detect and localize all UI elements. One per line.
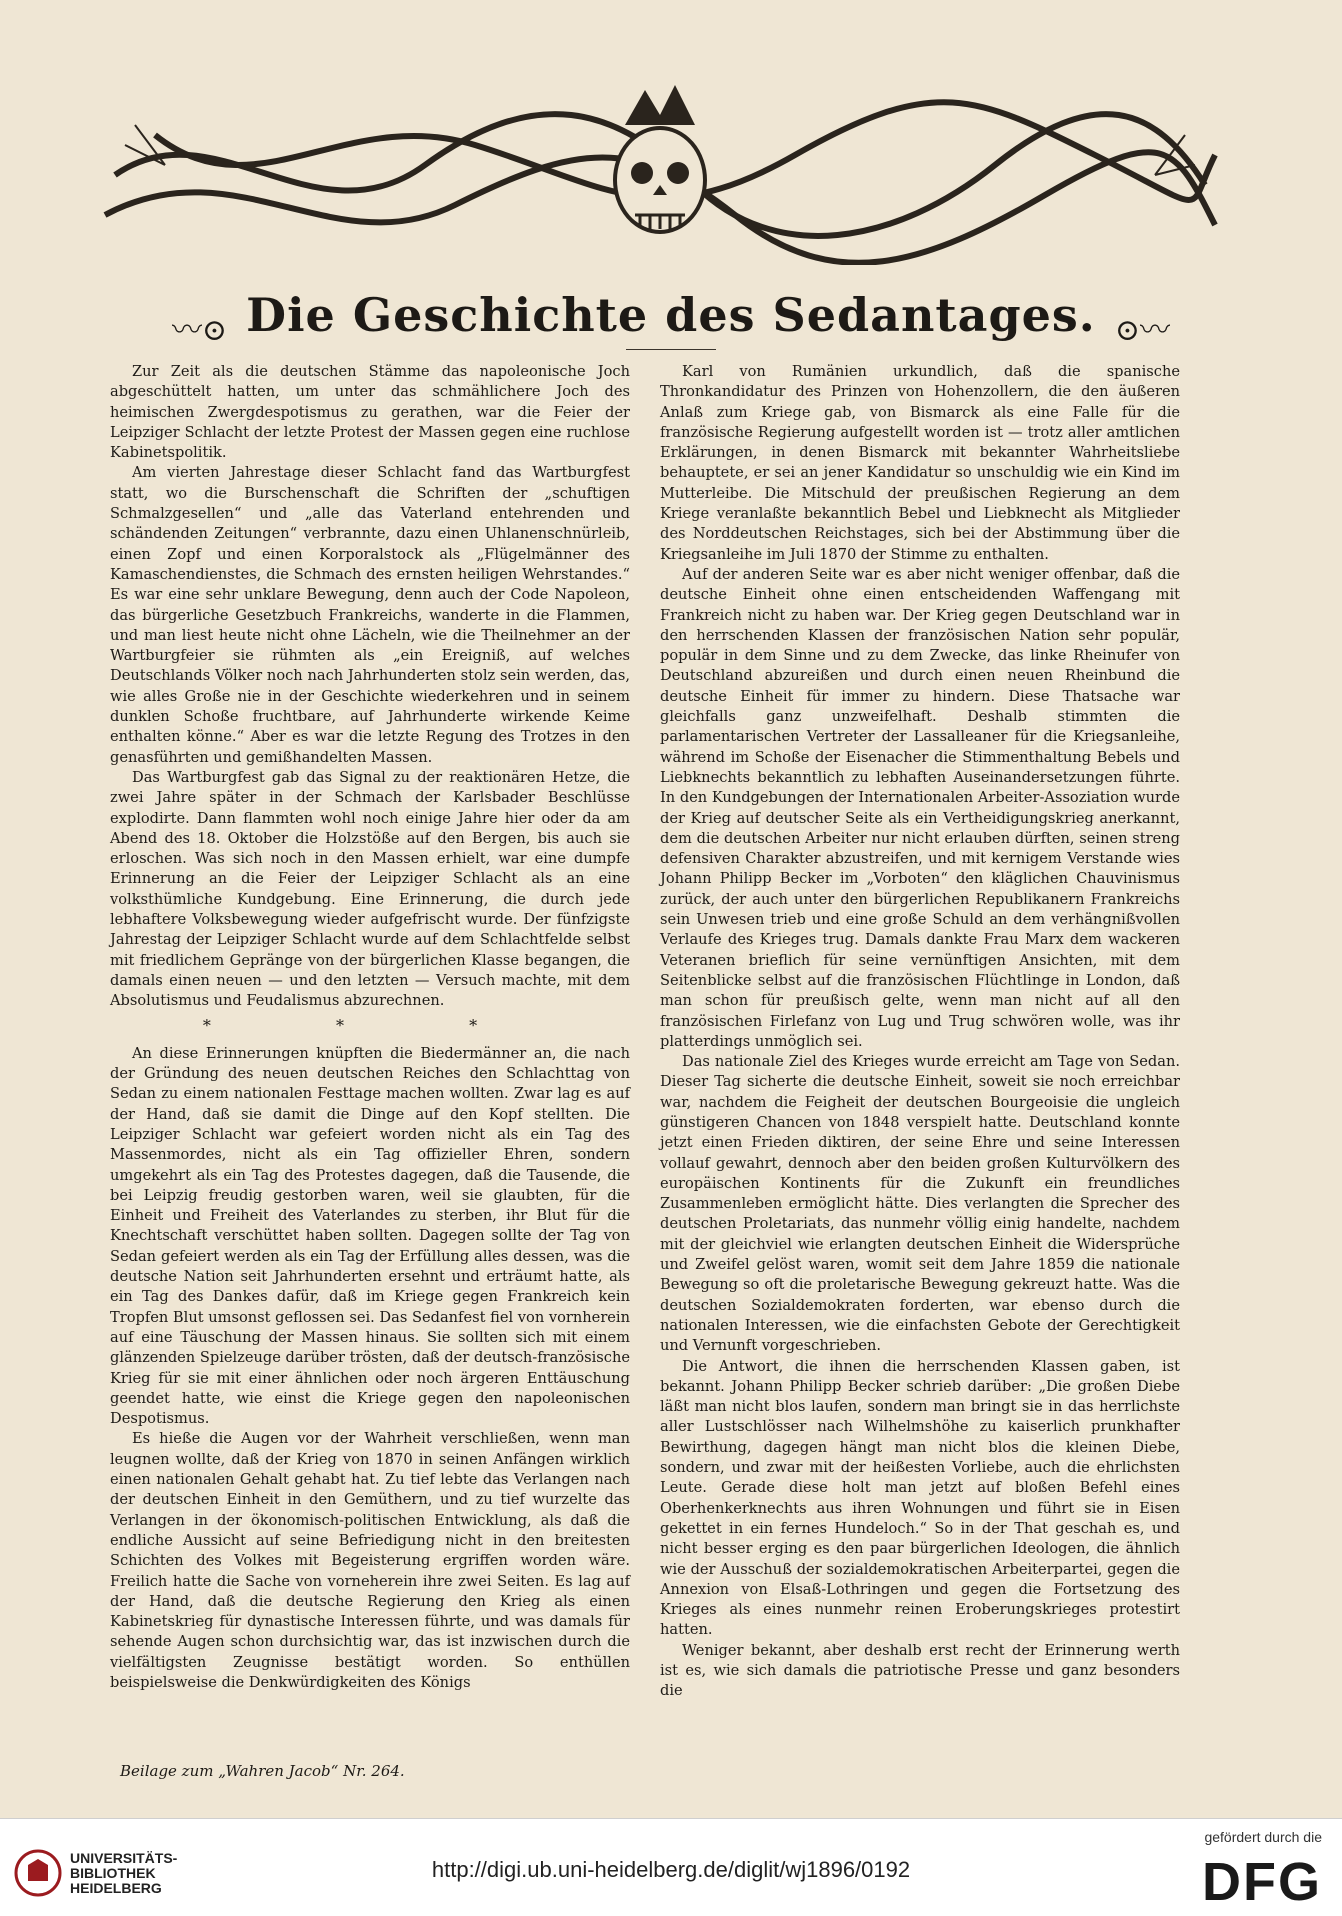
paragraph: Karl von Rumänien urkundlich, daß die spanische Thronkandidatur des Prinzen von Hohenzollern, die den äußeren Anlaß zum Kriege gab, von Bismarck als eine Falle für die französische Regierung aufgestellt worden ist — trotz aller amtlichen Erklärungen, in denen Bismarck mit bekannter Wahrheitsliebe behauptete, er sei an jener Kandidatur so unschuldig wie ein Kind im Mutterleibe. Die Mitschuld der preußischen Regierung an dem Kriege veranlaßte bekanntlich Bebel und Liebknecht als Mitglieder des Norddeutschen Reichstages, sich bei der Abstimmung über die Kriegsanleihe im Juli 1870 der Stimme zu enthalten. — [660, 363, 1180, 563]
flourish-left-icon: 〰⊙ — [171, 312, 228, 348]
serpent-skull-ornament — [95, 65, 1225, 265]
page-url-link[interactable]: http://digi.ub.uni-heidelberg.de/diglit/wj1896/0192 — [431, 1857, 911, 1882]
flourish-right-icon: ⊙〰 — [1114, 312, 1171, 348]
crown-icon — [625, 85, 695, 125]
library-line: BIBLIOTHEK — [70, 1865, 156, 1881]
paragraph: Die Antwort, die ihnen die herrschenden Klassen gaben, ist bekannt. Johann Philipp Becker schrieb darüber: „Die großen Diebe läßt man nicht blos laufen, sondern man bringt sie in das herrlichste aller Lustschlösser nach Wilhelmshöhe zu kaiserlich prunkhafter Bewirthung, dagegen hängt man nicht blos die kleinen Diebe, sondern, und zwar mit der heißesten Vorliebe, auch die ehrlichsten Leute. Gerade diese holt man jetzt auf bloßen Befehl eines Oberhenkerknechts aus ihren Wohnungen und führt sie in Eisen gekettet in ein fernes Hundeloch.“ So in der That geschah es, und nicht besser erging es den paar bürgerlichen Ideologen, die ähnlich wie der Ausschuß der sozialdemokratischen Arbeiterpartei, gegen die Annexion von Elsaß-Lothringen und gegen die Fortsetzung des Krieges als eines nunmehr reinen Eroberungskrieges protestirt hatten. — [660, 1357, 1180, 1639]
paragraph: Zur Zeit als die deutschen Stämme das napoleonische Joch abgeschüttelt hatten, um unter das schmählichere Joch des heimischen Zwergdespotismus zu gerathen, war die Feier der Leipziger Schlacht der letzte Protest der Massen gegen eine ruchlose Kabinetspolitik. — [110, 363, 630, 462]
left-column — [110, 362, 630, 1693]
section-break: * * * — [202, 1015, 538, 1035]
right-column — [660, 362, 1180, 1702]
title-row — [0, 288, 1342, 349]
article-title: Die Geschichte des Sedantages. — [246, 288, 1096, 342]
paragraph: Weniger bekannt, aber deshalb erst recht der Erinnerung werth ist es, wie sich damals die patriotische Presse und ganz besonders die — [660, 1641, 1180, 1700]
paragraph: Am vierten Jahrestage dieser Schlacht fand das Wartburgfest statt, wo die Burschenschaft die Schriften der „schuftigen Schmalzgesellen“ und „alle das Vaterland entehrenden und schändenden Zeitungen“ verbrannte, dazu einen Uhlanenschnürleib, einen Zopf und einen Korporalstock als „Flügelmänner des Kamaschendienstes, die Schmach des ernsten heiligen Wehrstandes.“ Es war eine sehr unklare Bewegung, denn auch der Code Napoleon, das bürgerliche Gesetzbuch Frankreichs, wanderte in die Flammen, und man liest heute nicht ohne Lächeln, wie die Theilnehmer an der Wartburgfeier sie rühmten als „ein Ereigniß, auf welches Deutschlands Völker noch nach Jahrhunderten stolz sein werden, das, wie alles Große nie in der Geschichte wiederkehren und in seinem dunklen Schoße fruchtbare, auf Jahrhunderte wirkende Keime enthalten könne.“ Aber es war die letzte Regung des Trotzes in den genasführten und gemißhandelten Massen. — [110, 464, 630, 766]
paragraph: Auf der anderen Seite war es aber nicht weniger offenbar, daß die deutsche Einheit ohne einen entscheidenden Waffengang mit Frankreich nicht zu haben war. Der Krieg gegen Deutschland war in den herrschenden Klassen der französischen Nation sehr populär, populär in dem Sinne und zu dem Zwecke, das linke Rheinufer von Deutschland abzureißen und durch einen neuen Rheinbund die deutsche Einheit für immer zu hindern. Diese Thatsache war gleichfalls ganz unzweifelhaft. Deshalb stimmten die parlamentarischen Vertreter der Lassalleaner für die Kriegsanleihe, während im Schoße der Eisenacher die Stimmenthaltung Bebels und Liebknechts bekanntlich zu lebhaften Auseinandersetzungen führte. In den Kundgebungen der Internationalen Arbeiter-Assoziation wurde der Krieg auf deutscher Seite als ein Vertheidigungskrieg anerkannt, dem die deutschen Arbeiter nur nicht erlauben dürften, seinen streng defensiven Charakter abzustreifen, und mit kernigem Verstande wies Johann Philipp Becker im „Vorboten“ den kläglichen Chauvinismus zurück, der auch unter den bürgerlichen Republikanern Frankreichs sein Unwesen trieb und eine große Schuld an dem verhängnißvollen Verlaufe des Krieges trug. Damals dankte Frau Marx dem wackeren Veteranen brieflich für seine vernünftigen Ansichten, mit dem Seitenblicke selbst auf die französischen Flüchtlinge in London, daß man schon für preußisch gelte, wenn man nicht auf all den französischen Firlefanz von Lug und Trug schwören wolle, was ihr platterdings unmöglich sei. — [660, 565, 1180, 1050]
supplement-note: Beilage zum „Wahren Jacob“ Nr. 264. — [120, 1762, 405, 1780]
library-line: UNIVERSITÄTS- — [70, 1850, 178, 1866]
paragraph: Es hieße die Augen vor der Wahrheit verschließen, wenn man leugnen wollte, daß der Krieg von 1870 in seinen Anfängen wirklich einen nationalen Gehalt gehabt hat. Zu tief lebte das Verlangen nach der deutschen Einheit in den Gemüthern, und zu tief wurzelte das Verlangen in der ökonomisch-politischen Entwicklung, als daß die endliche Aussicht auf seine Befriedigung nicht in den breitesten Schichten des Volkes mit Begeisterung ergriffen worden wäre. Freilich hatte die Sache von vorneherein ihre zwei Seiten. Es lag auf der Hand, daß die deutsche Regierung den Krieg als einen Kabinetskrieg für dynastische Interessen führte, und was damals für sehende Augen schon durchsichtig war, das ist inzwischen durch die vielfältigsten Zeugnisse bestätigt worden. So enthüllen beispielsweise die Denkwürdigkeiten des Königs — [110, 1430, 630, 1691]
funding-note: gefördert durch die — [1204, 1829, 1322, 1845]
viewer-footer — [0, 1818, 1342, 1916]
paragraph: Das Wartburgfest gab das Signal zu der reaktionären Hetze, die zwei Jahre später in der Schmach der Karlsbader Beschlüsse explodirte. Dann flammten wohl noch einige Jahre hier oder da am Abend des 18. Oktober die Holzstöße auf den Bergen, bis auch sie erloschen. Was sich noch in den Massen erhielt, war eine dumpfe Erinnerung an die Feier der Leipziger Schlacht als an eine volksthümliche Kundgebung. Eine Erinnerung, die durch jede lebhaftere Volksbewegung wieder aufgefrischt wurde. Der fünfzigste Jahrestag der Leipziger Schlacht wurde auf dem Schlachtfelde selbst mit friedlichem Gepränge von der bürgerlichen Klasse begangen, die damals einen neuen — und den letzten — Versuch machte, mit dem Absolutismus und Feudalismus abzurechnen. — [110, 768, 630, 1010]
library-line: HEIDELBERG — [70, 1880, 162, 1896]
paragraph: An diese Erinnerungen knüpften die Biedermänner an, die nach der Gründung des neuen deutschen Reiches den Schlachttag von Sedan zu einem nationalen Festtage machen wollten. Zwar lag es auf der Hand, daß sie damit die Dinge auf den Kopf stellten. Die Leipziger Schlacht war gefeiert worden nicht als ein Tag des Massenmordes, nicht als ein Tag offizieller Ehren, sondern umgekehrt als ein Tag des Protestes dagegen, daß die Tausende, die bei Leipzig freudig gestorben waren, weil sie glaubten, für die Einheit und Freiheit des Vaterlandes zu sterben, ihr Blut für die Knechtschaft verschüttet haben sollten. Dagegen sollte der Tag von Sedan gefeiert werden als ein Tag der Erfüllung alles dessen, was die deutsche Nation seit Jahrhunderten ersehnt und erträumt hatte, als ein Tag des Dankes dafür, daß im Kriege gegen Frankreich kein Tropfen Blut umsonst geflossen sei. Das Sedanfest fiel von vornherein auf eine Täuschung der Massen hinaus. Sie sollten sich mit einem glänzenden Spielzeuge darüber trösten, daß der deutsch-französische Krieg für sie mit einer ähnlichen oder noch ärgeren Enttäuschung geendet hatte, wie einst die Kriege gegen den napoleonischen Despotismus. — [110, 1044, 630, 1428]
dfg-logo[interactable]: DFG — [1202, 1852, 1322, 1912]
paragraph: Das nationale Ziel des Krieges wurde erreicht am Tage von Sedan. Dieser Tag sicherte die deutsche Einheit, soweit sie noch erreichbar war, nachdem die Feigheit der deutschen Bourgeoisie die ungleich günstigeren Chancen von 1848 verspielt hatte. Deutschland konnte jetzt einen Frieden diktiren, der seine Ehre und seine Interessen vollauf gewahrt, dennoch aber den beiden großen Kulturvölkern des europäischen Kontinents für die Zukunft ein freundliches Zusammenleben ermöglicht hätte. Dies verlangten die Sprecher des deutschen Proletariats, das nunmehr völlig einig handelte, nachdem mit der gleichviel wie erlangten deutschen Einheit die Widersprüche und Zweifel gelöst waren, womit seit dem Jahre 1859 die nationale Bewegung so oft die proletarische Bewegung gekreuzt hatte. Was die deutschen Sozialdemokraten forderten, war ebenso durch die nationalen Interessen, wie die einfachsten Gebote der Gerechtigkeit und Vernunft vorgeschrieben. — [660, 1053, 1180, 1355]
title-divider — [626, 349, 716, 350]
